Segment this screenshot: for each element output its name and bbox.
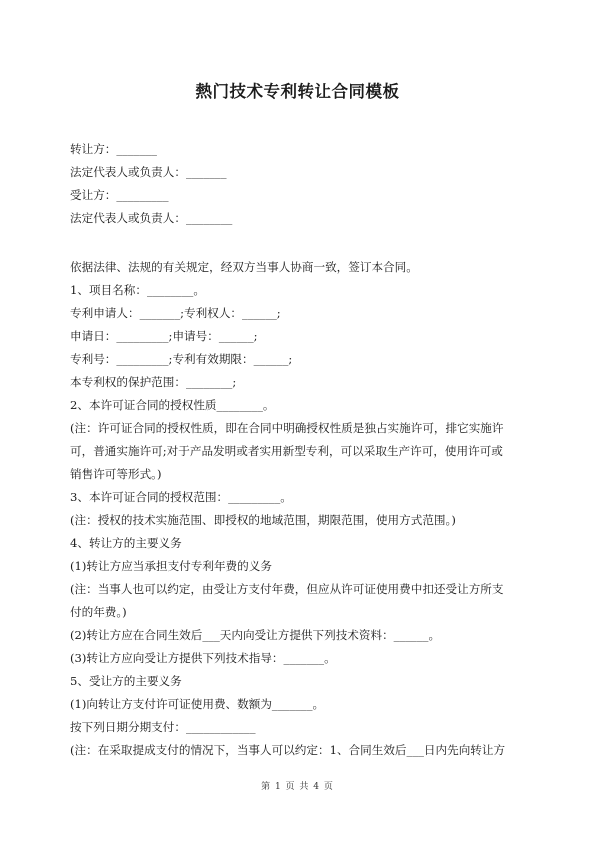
body-line: 可，普通实施许可;对于产品发明或者实用新型专利，可以采取生产许可，使用许可或 <box>70 444 503 458</box>
body-line: (1)转让方应当承担支付专利年费的义务 <box>70 559 272 573</box>
document-title: 熱门技术专利转让合同模板 <box>195 82 400 101</box>
body-line: 本专利权的保护范围：________; <box>70 375 237 389</box>
body-line: 4、转让方的主要义务 <box>70 536 182 550</box>
party-line: 受让方：_________ <box>70 188 169 202</box>
parties-section <box>70 138 528 230</box>
body-line: (注：授权的技术实施范围、即授权的地域范围，期限范围，使用方式范围。) <box>70 513 456 527</box>
body-line: (1)向转让方支付许可证使用费、数额为_______。 <box>70 697 325 711</box>
contract-body <box>70 256 528 762</box>
body-line: 5、受让方的主要义务 <box>70 674 182 688</box>
body-line: 依据法律、法规的有关规定，经双方当事人协商一致，签订本合同。 <box>70 260 418 274</box>
body-line: (3)转让方应向受让方提供下列技术指导：_______。 <box>70 651 336 665</box>
body-line: 付的年费。) <box>70 605 127 619</box>
body-line: 1、项目名称：________。 <box>70 283 205 297</box>
body-line: (2)转让方应在合同生效后___天内向受让方提供下列技术资料：______。 <box>70 628 441 642</box>
body-line: 按下列日期分期支付：____________ <box>70 720 256 734</box>
page-number-footer: 第 1 页 共 4 页 <box>261 782 334 792</box>
body-line: 2、本许可证合同的授权性质________。 <box>70 398 275 412</box>
body-line: 销售许可等形式。) <box>70 467 162 481</box>
body-line: 专利申请人：_______;专利权人：______; <box>70 306 281 320</box>
body-line: (注：在采取提成支付的情况下，当事人可以约定：1、合同生效后___日内先向转让方 <box>70 743 506 757</box>
party-line: 法定代表人或负责人：________ <box>70 211 233 225</box>
party-line: 转让方：_______ <box>70 142 157 156</box>
body-line: 申请日：_________;申请号：______; <box>70 329 258 343</box>
body-line: 专利号：_________;专利有效期限：______; <box>70 352 293 366</box>
body-line: (注：许可证合同的授权性质，即在合同中明确授权性质是独占实施许可，排它实施许 <box>70 421 504 435</box>
body-line: (注：当事人也可以约定，由受让方支付年费，但应从许可证使用费中扣还受让方所支 <box>70 582 504 596</box>
party-line: 法定代表人或负责人：_______ <box>70 165 227 179</box>
body-line: 3、本许可证合同的授权范围：_________。 <box>70 490 292 504</box>
